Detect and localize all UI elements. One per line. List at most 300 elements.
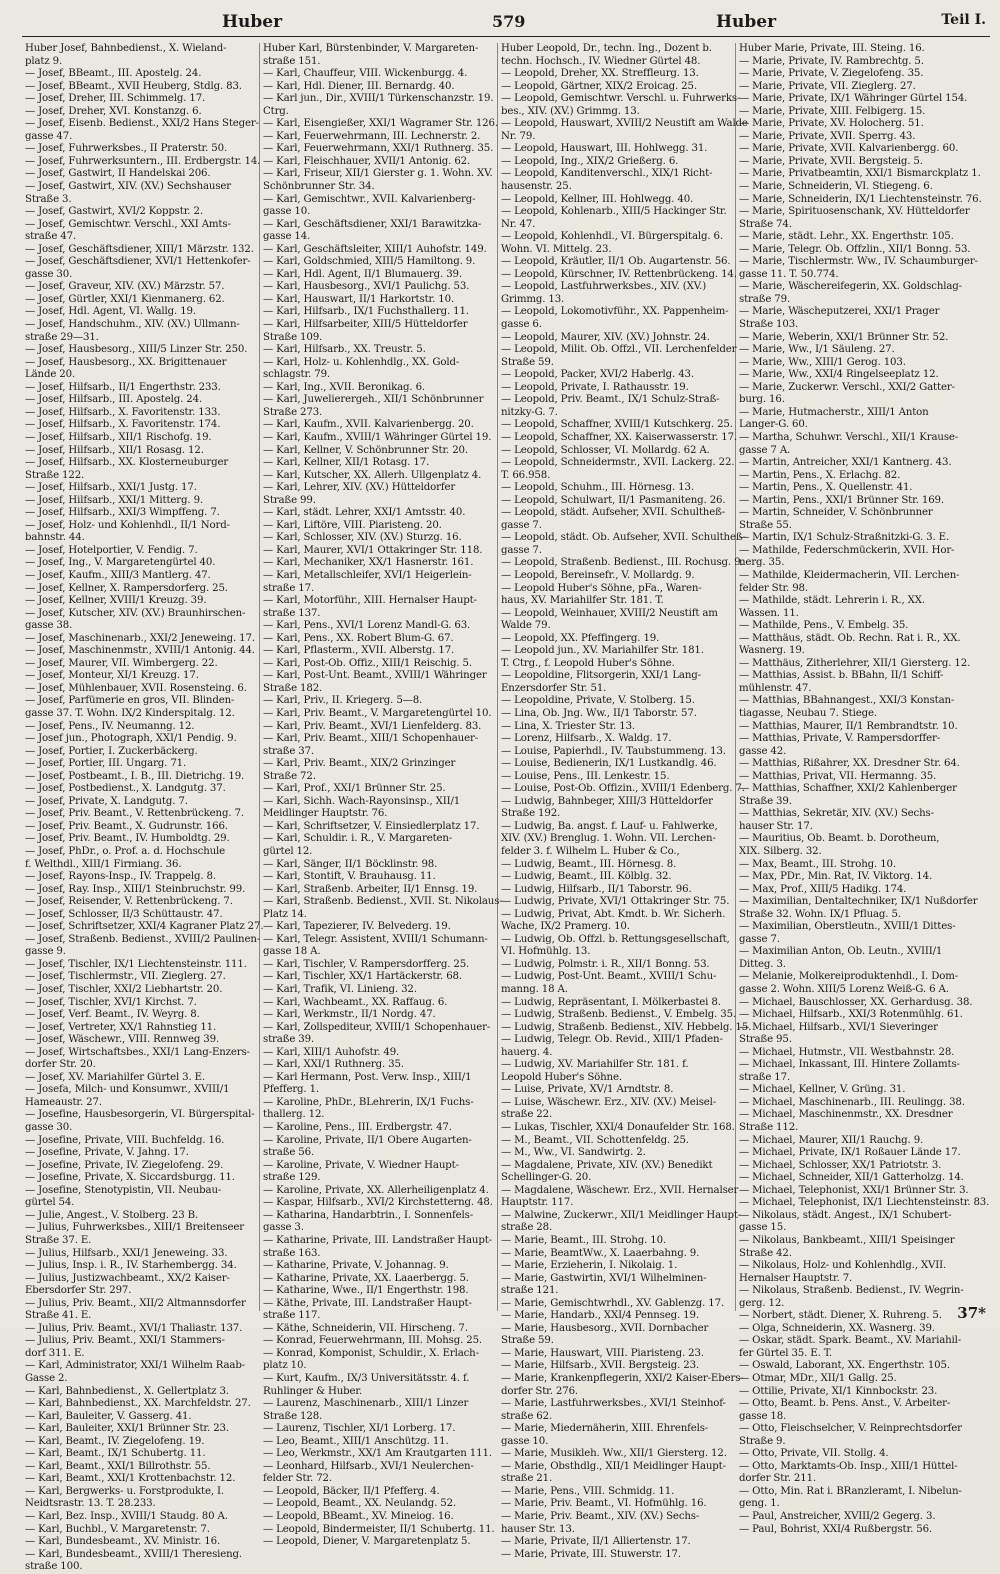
directory-entry-line: — Karl, Hilfsarb., IX/1 Fuchsthallerg. 11. bbox=[263, 306, 469, 318]
directory-entry-line: — Ludwig, Bahnbeger, XIII/3 Hütteldorfer bbox=[501, 795, 713, 807]
part-label: Teil I. bbox=[941, 12, 986, 28]
directory-entry-line: — Marie, Hilfsarb., XVII. Bergsteig. 23. bbox=[501, 1360, 699, 1372]
directory-entry-line: — Katharine, Private, V. Johannag. 9. bbox=[263, 1260, 449, 1272]
directory-entry-line: — Marie, Tischlermstr. Ww., IV. Schaumburger- bbox=[739, 256, 978, 268]
directory-entry-line: Straße 99. bbox=[263, 494, 316, 506]
directory-entry-line: — Karl, Geschäftsleiter, XIII/1 Auhofstr. 149. bbox=[263, 243, 487, 255]
directory-entry-line: — Paul, Bohrist, XXI/4 Rußbergstr. 56. bbox=[739, 1523, 933, 1535]
directory-entry-line: Straße 109. bbox=[263, 331, 323, 343]
directory-entry-line: Ctrg. bbox=[263, 105, 289, 117]
directory-entry-line: — Otto, Min. Rat i. BRanzleramt, I. Nibelun- bbox=[739, 1485, 962, 1497]
directory-entry-line: — Josef, Hdl. Agent, VI. Wallg. 19. bbox=[25, 306, 196, 318]
directory-entry-line: — Michael, Maschinenmstr., XX. Dresdner bbox=[739, 1109, 953, 1121]
directory-entry-line: hausenstr. 25. bbox=[501, 181, 572, 193]
directory-entry-line: — Max, Beamt., III. Strohg. 10. bbox=[739, 858, 896, 870]
directory-entry-line: — Louise, Pens., III. Lenkestr. 15. bbox=[501, 770, 670, 782]
directory-entry-line: Lände 20. bbox=[25, 369, 76, 381]
directory-entry-line: — Josef, Wäschewr., VIII. Rennweg 39. bbox=[25, 1034, 220, 1046]
directory-entry-line: gasse 10. bbox=[501, 1435, 549, 1447]
directory-entry-line: — Marie, Private, XV. Holocherg. 51. bbox=[739, 118, 924, 130]
directory-entry-line: — Josef, Schlosser, II/3 Schüttaustr. 47. bbox=[25, 908, 223, 920]
directory-entry-line: — Josef, Hausbesorg., XX. Brigittenauer bbox=[25, 356, 227, 368]
directory-entry-line: — Julius, Insp. i. R., IV. Starhembergg. 34. bbox=[25, 1260, 237, 1272]
directory-entry-line: — Karl, Bergwerks- u. Forstprodukte, I. bbox=[25, 1485, 224, 1497]
directory-entry-line: — Karl, Priv., II. Kriegerg. 5—8. bbox=[263, 695, 423, 707]
directory-entry-line: manng. 18 A. bbox=[501, 984, 568, 996]
directory-entry-line: Schönbrunner Str. 34. bbox=[263, 181, 375, 193]
directory-entry-line: — Karl, Liftöre, VIII. Piaristeng. 20. bbox=[263, 519, 442, 531]
directory-entry-line: — Martin, IX/1 Schulz-Straßnitzki-G. 3. E. bbox=[739, 532, 950, 544]
directory-entry-line: — Maximilian, Oberstleutn., XVIII/1 Dittes- bbox=[739, 921, 956, 933]
directory-entry-line: — Josef, Monteur, XI/1 Kreuzg. 17. bbox=[25, 670, 199, 682]
directory-entry-line: Nr. 79. bbox=[501, 130, 536, 142]
directory-entry-line: — Josef, Hilfsarb., XXI/1 Mitterg. 9. bbox=[25, 494, 203, 506]
directory-entry-line: — Josef, Hilfsarb., XII/1 Rischofg. 19. bbox=[25, 431, 212, 443]
directory-entry-line: — Karl, Feuerwehrmann, III. Lechnerstr. 2. bbox=[263, 130, 481, 142]
directory-entry-line: — Michael, Private, IX/1 Roßauer Lände 17. bbox=[739, 1147, 961, 1159]
directory-entry-line: — Leopold, Kellner, III. Hohlwegg. 40. bbox=[501, 193, 694, 205]
directory-entry-line: — Josef, Priv. Beamt., IV. Humboldtg. 29. bbox=[25, 833, 230, 845]
directory-entry-line: Straße 95. bbox=[739, 1034, 792, 1046]
directory-entry-line: — Ludwig, Hilfsarb., II/1 Taborstr. 96. bbox=[501, 883, 692, 895]
directory-entry-line: — Josefine, Stenotypistin, VII. Neubau- bbox=[25, 1184, 222, 1196]
directory-entry-line: gasse 47. bbox=[25, 130, 73, 142]
header-mid-title: Huber bbox=[716, 12, 777, 32]
directory-entry-line: — Leopoldine, Private, V. Stolberg. 15. bbox=[501, 695, 695, 707]
directory-entry-line: — Josef, Maschinenarb., XXI/2 Jeneweing. 17. bbox=[25, 632, 255, 644]
directory-entry-line: — Marie, Ww., XXI/4 Ringelseeplatz 12. bbox=[739, 369, 939, 381]
directory-entry-line: — Karl, Administrator, XXI/1 Wilhelm Raab- bbox=[25, 1360, 246, 1372]
directory-entry-line: — Karl, Sänger, II/1 Böcklinstr. 98. bbox=[263, 858, 438, 870]
directory-entry-line: — Marie, Beamt., III. Strohg. 10. bbox=[501, 1234, 667, 1246]
directory-entry-line: — Karl, Prof., XXI/1 Brünner Str. 25. bbox=[263, 783, 446, 795]
directory-entry-line: — Karl jun., Dir., XVIII/1 Türkenschanzstr. 19. bbox=[263, 93, 494, 105]
directory-entry-line: Leopold Huber's Söhne. bbox=[501, 1071, 622, 1083]
directory-entry-line: — Karl, Wachbeamt., XX. Raffaug. 6. bbox=[263, 996, 448, 1008]
header-left-title: Huber bbox=[222, 12, 283, 32]
directory-entry-line: — Karl, Priv. Beamt., XIX/2 Grinzinger bbox=[263, 758, 456, 770]
directory-entry-line: — Marie, Privatbeamtin, XXI/1 Bismarckplatz 1. bbox=[739, 168, 981, 180]
directory-entry-line: — Mathilde, Kleidermacherin, VII. Lerchen- bbox=[739, 569, 960, 581]
directory-entry-line: felder 3. f. Wilhelm L. Huber & Co., bbox=[501, 846, 680, 857]
directory-entry-line: Platz 14. bbox=[263, 908, 307, 920]
directory-entry-line: — Karl, Priv. Beamt., XVI/1 Lienfelderg. 83. bbox=[263, 720, 482, 732]
directory-entry-line: — Marie, Private, IV. Rambrechtg. 5. bbox=[739, 55, 924, 67]
directory-entry-line: — Marie, Weberin, XXI/1 Brünner Str. 52. bbox=[739, 331, 949, 343]
directory-entry-line: — Michael, Maschinenarb., III. Reulingg. 38. bbox=[739, 1096, 965, 1108]
directory-entry-line: — Karl, Gemischtwr., XVII. Kalvarienberg- bbox=[263, 193, 476, 205]
directory-entry-line: schlagstr. 79. bbox=[263, 369, 330, 381]
directory-entry-line: — Josef, Postbedienst., X. Landgutg. 37. bbox=[25, 783, 226, 795]
directory-entry-line: — Josef, Gemischtwr. Verschl., XXI Amts- bbox=[25, 218, 231, 230]
directory-entry-line: — Martin, Antreicher, XXI/1 Kantnerg. 43. bbox=[739, 457, 952, 469]
directory-entry-line: — Karl, Juwelierergeh., XII/1 Schönbrunner bbox=[263, 394, 484, 406]
directory-entry-line: — Josef, Wirtschaftsbes., XXI/1 Lang-Enzers- bbox=[25, 1046, 250, 1058]
directory-entry-line: Huber Karl, Bürstenbinder, V. Margareten- bbox=[263, 43, 479, 54]
directory-entry-line: — Karl, Schlosser, XIV. (XV.) Sturzg. 16. bbox=[263, 532, 462, 544]
directory-entry-line: Pfefferg. 1. bbox=[263, 1084, 320, 1096]
directory-entry-line: — Leopold, Hauswart, III. Hohlwegg. 31. bbox=[501, 143, 708, 155]
directory-entry-line: — Marie, Erzieherin, I. Nikolaig. 1. bbox=[501, 1260, 678, 1272]
directory-entry-line: — Mathilde, Federschmückerin, XVII. Hor- bbox=[739, 544, 955, 556]
directory-entry-line: — Leopold, Diener, V. Margaretenplatz 5. bbox=[263, 1536, 471, 1548]
directory-entry-line: — Leo, Werkmstr., XX/1 Am Krautgarten 111. bbox=[263, 1448, 492, 1460]
directory-entry-line: — Martin, Pens., X. Erlachg. 82. bbox=[739, 469, 901, 481]
directory-entry-line: — Josef, Tischler, XXI/2 Liebhartstr. 20. bbox=[25, 984, 223, 996]
directory-entry-line: Straße 122. bbox=[25, 469, 85, 481]
directory-entry-line: Straße 37. E. bbox=[25, 1234, 92, 1246]
directory-entry-line: — Karl, Schuldir. i. R., V. Margareten- bbox=[263, 833, 453, 845]
directory-entry-line: — Josef, XV. Mariahilfer Gürtel 3. E. bbox=[25, 1071, 206, 1083]
directory-entry-line: fer Gürtel 35. E. T. bbox=[739, 1347, 832, 1359]
directory-entry-line: — Karl, Telegr. Assistent, XVIII/1 Schumann- bbox=[263, 933, 488, 945]
directory-entry-line: Hernalser Hauptstr. 7. bbox=[739, 1272, 853, 1284]
directory-entry-line: — Karl, Buchbl., V. Margaretenstr. 7. bbox=[25, 1523, 210, 1535]
directory-entry-line: — Matthäus, städt. Ob. Rechn. Rat i. R., XX. bbox=[739, 632, 961, 644]
directory-entry-line: — Karl, Straßenb. Bedienst., XVII. St. Nikolaus- bbox=[263, 896, 503, 908]
directory-entry-line: — Marie, Private, III. Stuwerstr. 17. bbox=[501, 1548, 681, 1560]
directory-entry-line: Hameaustr. 27. bbox=[25, 1096, 102, 1108]
directory-entry-line: Ruhlinger & Huber. bbox=[263, 1385, 363, 1397]
directory-entry-line: — Josef, Kellner, XVIII/1 Kreuzg. 39. bbox=[25, 595, 207, 607]
directory-entry-line: — Karl, Bahnbedienst., XX. Marchfeldstr. 27. bbox=[25, 1398, 251, 1410]
directory-entry-line: mühlenstr. 47. bbox=[739, 682, 812, 694]
directory-entry-line: — Käthe, Schneiderin, VII. Hirscheng. 7. bbox=[263, 1322, 468, 1334]
directory-entry-line: — Marie, Handarb., XXI/4 Pennseg. 19. bbox=[501, 1310, 699, 1322]
directory-entry-line: Straße 59. bbox=[501, 356, 554, 368]
directory-entry-line: — Julie, Angest., V. Stolberg. 23 B. bbox=[25, 1209, 199, 1221]
directory-entry-line: — Karl, Sichh. Wach-Rayonsinsp., XII/1 bbox=[263, 795, 461, 807]
columns-container bbox=[22, 43, 990, 1573]
directory-entry-line: — Leopold, Gemischtwr. Verschl. u. Fuhrwerks- bbox=[501, 93, 741, 105]
directory-entry-line: — Karl, Kaufm., XVII. Kalvarienbergg. 20. bbox=[263, 419, 474, 431]
directory-entry-line: haus, XV. Mariahilfer Str. 181. T. bbox=[501, 595, 664, 607]
directory-entry-line: — Marie, Wäscheputzerei, XXI/1 Prager bbox=[739, 306, 940, 318]
directory-entry-line: — Karl, Feuerwehrmann, XXI/1 Ruthnerg. 35. bbox=[263, 143, 494, 155]
directory-entry-line: Wasnerg. 19. bbox=[739, 645, 805, 657]
directory-entry-line: — Leopold, Milit. Ob. Offzl., VII. Lerchenfelder bbox=[501, 344, 737, 356]
directory-entry-line: — Karl, Trafik, VI. Linieng. 32. bbox=[263, 984, 417, 996]
directory-entry-line: — Karl, Metallschleifer, XVI/1 Heigerlein- bbox=[263, 569, 472, 581]
directory-entry-line: Walde 79. bbox=[501, 620, 551, 632]
directory-entry-line: — Karl, Beamt., IX/1 Schubertg. 11. bbox=[25, 1448, 206, 1460]
directory-entry-line: — Josef, Kellner, X. Rampersdorferg. 25. bbox=[25, 582, 228, 594]
directory-entry-line: — Leopold, Bindermeister, II/1 Schubertg. 11. bbox=[263, 1523, 495, 1535]
directory-entry-line: — Karl, Bauleiter, XXI/1 Brünner Str. 23. bbox=[25, 1423, 229, 1435]
directory-entry-line: — Josef, Hilfsarb., III. Apostelg. 24. bbox=[25, 394, 203, 406]
directory-entry-line: VI. Hofmühlg. 13. bbox=[501, 946, 591, 958]
directory-entry-line: — Ludwig, Straßenb. Bedienst., V. Embelg. 35. bbox=[501, 1009, 736, 1021]
directory-entry-line: straße 137. bbox=[263, 607, 321, 619]
directory-entry-line: gasse 10. bbox=[263, 206, 311, 218]
directory-entry-line: — Josefine, Private, IV. Ziegelofeng. 29. bbox=[25, 1159, 224, 1171]
directory-entry-line: gasse 11. T. 50.774. bbox=[739, 268, 839, 280]
directory-entry-line: Straße 3. bbox=[25, 193, 72, 205]
directory-entry-line: — Josef, Reisender, V. Rettenbrückeng. 7. bbox=[25, 896, 233, 908]
directory-entry-line: — Leopold, Kürschner, IV. Rettenbrückeng. 14. bbox=[501, 268, 737, 280]
directory-entry-line: — Leopold, Lastfuhrwerksbes., XIV. (XV.) bbox=[501, 281, 707, 293]
directory-entry-line: — Karl, Hausbesorg., XVI/1 Paulichg. 53. bbox=[263, 281, 470, 293]
directory-entry-line: — Marie, Private, XVII. Sperrg. 43. bbox=[739, 130, 916, 142]
directory-entry-line: — Karl, Ing., XVII. Beronikag. 6. bbox=[263, 381, 426, 393]
directory-entry-line: — Karoline, Private, XX. Allerheiligenplatz 4. bbox=[263, 1184, 489, 1196]
directory-entry-line: — Louise, Bedienerin, IX/1 Lustkandlg. 46. bbox=[501, 758, 717, 770]
directory-entry-line: — Josef, Ing., V. Margaretengürtel 40. bbox=[25, 557, 216, 569]
directory-entry-line: — Josef, BBeamt., XVII Heuberg, Stdlg. 83. bbox=[25, 80, 242, 92]
directory-entry-line: — Marie, Gastwirtin, XVI/1 Wilhelminen- bbox=[501, 1272, 707, 1284]
directory-entry-line: — Karl, Post-Ob. Offiz., XIII/1 Reischig. 5. bbox=[263, 657, 472, 669]
directory-entry-line: hauser Str. 13. bbox=[501, 1523, 575, 1535]
directory-entry-line: — Marie, Priv. Beamt., VI. Hofmühlg. 16. bbox=[501, 1498, 707, 1510]
directory-entry-line: Huber Marie, Private, III. Steing. 16. bbox=[739, 43, 925, 54]
directory-entry-line: — Max, Prof., XIII/5 Hadikg. 174. bbox=[739, 883, 907, 895]
directory-entry-line: — Karl, Bauleiter, V. Gasserg. 41. bbox=[25, 1410, 192, 1422]
directory-entry-line: straße 21. bbox=[501, 1473, 553, 1485]
directory-entry-line: — Paul, Anstreicher, XVIII/2 Gegerg. 3. bbox=[739, 1510, 936, 1522]
directory-entry-line: — Marie, Musikleh. Ww., XII/1 Giersterg. 12. bbox=[501, 1448, 727, 1460]
directory-entry-line: — Josefine, Private, X. Siccardsburgg. 11. bbox=[25, 1172, 235, 1184]
directory-entry-line: — Matthäus, Zitherlehrer, XII/1 Giersterg. 12. bbox=[739, 657, 971, 669]
directory-entry-line: — Karl, Straßenb. Arbeiter, II/1 Ennsg. 19. bbox=[263, 883, 478, 895]
directory-entry-line: — Ludwig, Straßenb. Bedienst., XIV. Hebbelg. 15. bbox=[501, 1021, 752, 1033]
directory-entry-line: — Josef, Eisenb. Bedienst., XXI/2 Hans Steger- bbox=[25, 118, 259, 130]
directory-entry-line: — Karl, Bahnbedienst., X. Gellertplatz 3. bbox=[25, 1385, 229, 1397]
directory-entry-line: — Leopold, Ing., XIX/2 Grießerg. 6. bbox=[501, 155, 679, 167]
directory-entry-line: gasse 15. bbox=[739, 1222, 787, 1234]
directory-entry-line: — Leopold, Packer, XVI/2 Haberlg. 43. bbox=[501, 369, 694, 381]
directory-entry-line: — Marie, Ww., I/1 Säuleng. 27. bbox=[739, 344, 895, 356]
directory-entry-line: gasse 7. bbox=[739, 933, 780, 945]
directory-entry-line: gerg. 12. bbox=[739, 1297, 785, 1309]
directory-entry-line: — Lukas, Tischler, XXI/4 Donaufelder Str. 168. bbox=[501, 1122, 735, 1134]
directory-entry-line: straße 121. bbox=[501, 1285, 559, 1297]
directory-entry-line: T. 66.958. bbox=[501, 469, 551, 481]
directory-entry-line: — Karl, Friseur, XII/1 Gierster g. 1. Wohn. XV. bbox=[263, 168, 493, 180]
directory-entry-line: dorfer Str. 211. bbox=[739, 1473, 817, 1485]
directory-entry-line: — Katharine, Private, III. Landstraßer Haupt- bbox=[263, 1234, 492, 1246]
directory-entry-line: — Leopold, Bäcker, II/1 Pfefferg. 4. bbox=[263, 1485, 440, 1497]
directory-entry-line: — Leopold, Kohlenarb., XIII/5 Hackinger Str. bbox=[501, 206, 727, 218]
directory-entry-line: — Marie, Hauswart, VIII. Piaristeng. 23. bbox=[501, 1347, 704, 1359]
directory-entry-line: — Nikolaus, Bankbeamt., XIII/1 Speisinger bbox=[739, 1234, 955, 1246]
directory-entry-line: — Karl, Motorführ., XIII. Hernalser Haupt- bbox=[263, 595, 477, 607]
directory-entry-line: gasse 7. bbox=[501, 519, 542, 531]
directory-entry-line: — Katharine, Private, XX. Laaerbergg. 5. bbox=[263, 1272, 469, 1284]
directory-entry-line: nerg. 35. bbox=[739, 557, 785, 569]
directory-entry-line: — Mathilde, städt. Lehrerin i. R., XX. bbox=[739, 595, 925, 607]
directory-entry-line: — Leopold, Weinhauer, XVIII/2 Neustift am bbox=[501, 607, 718, 619]
directory-entry-line: straße 17. bbox=[739, 1071, 791, 1083]
directory-entry-line: — Josefine, Private, V. Jahng. 17. bbox=[25, 1147, 189, 1159]
directory-entry-line: — Kaspar, Hilfsarb., XVI/2 Kirchstetterng. 48. bbox=[263, 1197, 493, 1209]
directory-entry-line: — Lorenz, Hilfsarb., X. Waldg. 17. bbox=[501, 733, 672, 745]
directory-entry-line: straße 79. bbox=[739, 293, 791, 305]
directory-entry-line: — Leopoldine, Flitsorgerin, XXI/1 Lang- bbox=[501, 670, 701, 682]
directory-entry-line: — Karl, Stontift, V. Brauhausg. 11. bbox=[263, 871, 436, 883]
directory-entry-line: straße 100. bbox=[25, 1561, 83, 1573]
directory-entry-line: gasse 14. bbox=[263, 231, 311, 243]
column-2 bbox=[260, 43, 503, 1548]
page-number: 579 bbox=[492, 12, 526, 31]
directory-entry-line: — Leopold, Bereinsefr., V. Mollardg. 9. bbox=[501, 569, 695, 581]
directory-entry-line: — Karl, Zollspediteur, XVIII/1 Schopenhauer- bbox=[263, 1021, 491, 1033]
directory-entry-line: — Oskar, städt. Spark. Beamt., XV. Mariahil- bbox=[739, 1335, 962, 1347]
directory-entry-line: — Josef, Kutscher, XIV. (XV.) Braunhirschen- bbox=[25, 607, 246, 619]
directory-entry-line: — Josef, Verf. Beamt., IV. Weyrg. 8. bbox=[25, 1009, 200, 1021]
directory-entry-line: — Martha, Schuhwr. Verschl., XII/1 Krause- bbox=[739, 431, 959, 443]
directory-entry-line: tiagasse, Neubau 7. Stiege. bbox=[739, 707, 877, 719]
directory-entry-line: — Josef, Hilfsarb., X. Favoritenstr. 133. bbox=[25, 406, 221, 418]
directory-entry-line: — Matthias, Maurer, II/1 Rembrandtstr. 10. bbox=[739, 720, 958, 732]
directory-entry-line: — Ludwig, Telegr. Ob. Revid., XIII/1 Pfaden- bbox=[501, 1034, 723, 1046]
directory-entry-line: — Martin, Schneider, V. Schönbrunner bbox=[739, 507, 933, 519]
directory-entry-line: — Marie, Ww., XIII/1 Gerog. 103. bbox=[739, 356, 906, 368]
directory-entry-line: — Josefine, Hausbesorgerin, VI. Bürgerspital- bbox=[25, 1109, 255, 1121]
directory-entry-line: straße 22. bbox=[501, 1109, 553, 1121]
directory-entry-line: — Marie, städt. Lehr., XX. Engerthstr. 105. bbox=[739, 231, 954, 243]
directory-entry-line: — Leopold, XX. Pfeffingerg. 19. bbox=[501, 632, 660, 644]
directory-entry-line: — Karl, Beamt., IV. Ziegelofeng. 19. bbox=[25, 1435, 205, 1447]
directory-entry-line: — Michael, Telephonist, IX/1 Liechtensteinstr. 83. bbox=[739, 1197, 990, 1209]
directory-entry-line: — Lina, Ob. Jng. Ww., II/1 Taborstr. 57. bbox=[501, 707, 697, 719]
directory-entry-line: — Josef, Hotelportier, V. Fendig. 7. bbox=[25, 544, 198, 556]
directory-entry-line: — Marie, Schneiderin, IX/1 Liechtensteinstr. 76. bbox=[739, 193, 982, 205]
directory-entry-line: — Josef, Private, X. Landgutg. 7. bbox=[25, 795, 188, 807]
directory-entry-line: — Josef, Portier, I. Zuckerbäckerg. bbox=[25, 745, 198, 757]
directory-entry-line: — Josef, Maschinenmstr., XVIII/1 Antonig. 44. bbox=[25, 645, 255, 657]
directory-entry-line: — Josefine, Private, VIII. Buchfeldg. 16. bbox=[25, 1134, 225, 1146]
directory-entry-line: — Leopold, städt. Ob. Aufseher, XVII. Schultheß- bbox=[501, 532, 746, 544]
directory-entry-line: — Karl Hermann, Post. Verw. Insp., XIII/1 bbox=[263, 1071, 472, 1083]
directory-entry-line: Straße 55. bbox=[739, 519, 792, 531]
directory-entry-line: — Karl, Lehrer, XIV. (XV.) Hütteldorfer bbox=[263, 482, 456, 494]
directory-entry-line: — Michael, Inkassant, III. Hintere Zollamts- bbox=[739, 1059, 960, 1071]
directory-entry-line: — Josef, Parfümerie en gros, VII. Blinden- bbox=[25, 695, 235, 707]
directory-entry-line: — Katharine, Wwe., II/1 Engerthstr. 198. bbox=[263, 1285, 469, 1297]
directory-entry-line: — Maximilian Anton, Ob. Leutn., XVIII/1 bbox=[739, 946, 943, 958]
directory-entry-line: — Ludwig, Private, XVI/1 Ottakringer Str. 75. bbox=[501, 896, 730, 908]
directory-entry-line: — Josef, Maurer, VII. Wimbergerg. 22. bbox=[25, 657, 218, 669]
directory-entry-line: — Karl, städt. Lehrer, XXI/1 Amtsstr. 40. bbox=[263, 507, 466, 519]
directory-entry-line: — Josef, Graveur, XIV. (XV.) Märzstr. 57. bbox=[25, 281, 225, 293]
directory-entry-line: — Josef, Priv. Beamt., X. Gudrunstr. 166. bbox=[25, 820, 228, 832]
directory-entry-line: gürtel 54. bbox=[25, 1197, 75, 1209]
directory-entry-line: Straße 42. bbox=[739, 1247, 792, 1259]
directory-entry-line: — Josef, Ray. Insp., XIII/1 Steinbruchstr. 99. bbox=[25, 883, 246, 895]
directory-entry-line: — Karl, Eisengießer, XXI/1 Wagramer Str. 126. bbox=[263, 118, 498, 130]
directory-entry-line: — Karl, Geschäftsdiener, XXI/1 Barawitzka- bbox=[263, 218, 482, 230]
directory-entry-line: — Leopold, städt. Aufseher, XVII. Schultheß- bbox=[501, 507, 726, 519]
directory-entry-line: — Konrad, Komponist, Schuldir., X. Erlach- bbox=[263, 1347, 479, 1359]
directory-entry-line: Straße 9. bbox=[739, 1435, 786, 1447]
directory-entry-line: Straße 103. bbox=[739, 319, 799, 331]
directory-entry-line: — Josef, Mühlenbauer, XVII. Rosensteing. 6. bbox=[25, 682, 247, 694]
directory-entry-line: — Marie, Private, V. Ziegelofeng. 35. bbox=[739, 68, 924, 80]
directory-entry-line: — Josef, Handschuhm., XIV. (XV.) Ullmann- bbox=[25, 319, 240, 331]
directory-entry-line: — Leopold, Priv. Beamt., IX/1 Schulz-Straß- bbox=[501, 394, 720, 406]
directory-entry-line: — Josef jun., Photograph, XXI/1 Pendig. 9. bbox=[25, 733, 237, 745]
directory-entry-line: f. Welthdl., XIII/1 Firmiang. 36. bbox=[25, 858, 182, 870]
directory-entry-line: — Melanie, Molkereiproduktenhdl., I. Dom- bbox=[739, 971, 958, 983]
directory-entry-line: — Josef, BBeamt., III. Apostelg. 24. bbox=[25, 68, 202, 80]
directory-entry-line: — Matthias, Rißahrer, XX. Dresdner Str. 64. bbox=[739, 758, 960, 770]
directory-entry-line: straße 37. bbox=[263, 745, 315, 757]
directory-entry-line: felder Str. 72. bbox=[263, 1473, 332, 1485]
directory-entry-line: — Oswald, Laborant, XX. Engerthstr. 105. bbox=[739, 1360, 950, 1372]
directory-entry-line: — Matthias, Assist. b. BBahn, II/1 Schiff- bbox=[739, 670, 944, 682]
directory-entry-line: — Max, PDr., Min. Rat, IV. Viktorg. 14. bbox=[739, 871, 933, 883]
directory-entry-line: — Josef, Hilfsarb., XXI/3 Wimpffeng. 7. bbox=[25, 507, 220, 519]
directory-entry-line: gasse 2. Wohn. XIII/5 Lorenz Weiß-G. 6 A. bbox=[739, 984, 949, 996]
directory-entry-line: T. Ctrg., f. Leopold Huber's Söhne. bbox=[501, 657, 675, 669]
directory-entry-line: gürtel 12. bbox=[263, 846, 313, 857]
directory-entry-line: — Marie, Krankenpflegerin, XXI/2 Kaiser-Ebers- bbox=[501, 1372, 744, 1384]
directory-entry-line: — Karl, XXI/1 Ruthnerg. 35. bbox=[263, 1059, 404, 1071]
directory-entry-line: straße 17. bbox=[263, 582, 315, 594]
directory-entry-line: — Karl, Schriftsetzer, V. Einsiedlerplatz 17. bbox=[263, 820, 480, 832]
directory-entry-line: — Ludwig, Ba. angst. f. Lauf- u. Fahlwerke, bbox=[501, 820, 718, 832]
directory-entry-line: — Marie, Spirituosenschank, XV. Hütteldorfer bbox=[739, 206, 970, 218]
directory-entry-line: — Marie, BeamtWw., X. Laaerbahng. 9. bbox=[501, 1247, 700, 1259]
directory-entry-line: — Michael, Kellner, V. Grüng. 31. bbox=[739, 1084, 906, 1096]
directory-entry-line: — Marie, Private, II/1 Alliertenstr. 17. bbox=[501, 1536, 691, 1548]
directory-entry-line: gasse 42. bbox=[739, 745, 787, 757]
directory-entry-line: straße 62. bbox=[501, 1410, 553, 1422]
directory-entry-line: — Julius, Priv. Beamt., XVI/1 Thaliastr. 137. bbox=[25, 1322, 243, 1334]
directory-entry-line: — Leopold, Lokomotivführ., XX. Pappenheim- bbox=[501, 306, 729, 318]
directory-entry-line: — Leopold Huber's Söhne, pFa., Waren- bbox=[501, 582, 702, 594]
directory-entry-line: — Louise, Post-Ob. Offizin., XVIII/1 Edenberg. 7. bbox=[501, 783, 745, 795]
directory-entry-line: — Marie, Obsthdlg., XII/1 Meidlinger Haupt- bbox=[501, 1460, 726, 1472]
directory-entry-line: — Ludwig, Beamt., III. Hörnesg. 8. bbox=[501, 858, 677, 870]
directory-entry-line: — Mauritius, Ob. Beamt. b. Dorotheum, bbox=[739, 833, 940, 845]
directory-entry-line: — Karl, Bundesbeamt., XVIII/1 Theresieng. bbox=[25, 1548, 243, 1560]
directory-entry-line: Nr. 47. bbox=[501, 218, 536, 230]
directory-entry-line: — Ludwig, Privat, Abt. Kmdt. b. Wr. Sicherh. bbox=[501, 908, 726, 920]
directory-entry-line: straße 56. bbox=[263, 1147, 315, 1159]
directory-entry-line: — Nikolaus, städt. Angest., IX/1 Schubert- bbox=[739, 1209, 952, 1221]
directory-entry-line: burg. 16. bbox=[739, 394, 785, 406]
directory-entry-line: Straße 182. bbox=[263, 682, 323, 694]
directory-entry-line: Straße 112. bbox=[739, 1122, 799, 1134]
sheet-signature: 37* bbox=[957, 1304, 986, 1322]
directory-entry-line: Schellinger-G. 20. bbox=[501, 1172, 592, 1184]
directory-entry-line: — Otto, Fleischselcher, V. Reinprechtsdorfer bbox=[739, 1423, 962, 1435]
directory-entry-line: — Karl, Pens., XX. Robert Blum-G. 67. bbox=[263, 632, 454, 644]
directory-entry-line: straße 151. bbox=[263, 55, 321, 67]
directory-entry-line: — Michael, Schlosser, XX/1 Patriotstr. 3. bbox=[739, 1159, 942, 1171]
directory-entry-line: Straße 32. Wohn. IX/1 Pfluag. 5. bbox=[739, 908, 901, 920]
directory-entry-line: — Karl, Pflasterm., XVII. Alberstg. 17. bbox=[263, 645, 455, 657]
directory-entry-line: — Leopold, Hauswart, XVIII/2 Neustift am Walde bbox=[501, 118, 748, 130]
directory-entry-line: — Josef, Gürtler, XXI/1 Kienmanerg. 62. bbox=[25, 293, 225, 305]
directory-entry-line: — Josef, Hilfsarb., II/1 Engerthstr. 233. bbox=[25, 381, 221, 393]
directory-entry-line: — Josef, Postbeamt., I. B., III. Dietrichg. 19. bbox=[25, 770, 245, 782]
directory-entry-line: — Laurenz, Tischler, XI/1 Lorberg. 17. bbox=[263, 1423, 456, 1435]
directory-entry-line: Langer-G. 60. bbox=[739, 419, 808, 431]
directory-entry-line: straße 117. bbox=[263, 1310, 321, 1322]
directory-entry-line: — Josef, Geschäftsdiener, XIII/1 Märzstr. 132. bbox=[25, 243, 254, 255]
page-header bbox=[22, 6, 990, 37]
directory-entry-line: — Karl, Beamt., XXI/1 Billrothstr. 55. bbox=[25, 1460, 211, 1472]
directory-entry-line: Hauptstr. 117. bbox=[501, 1197, 574, 1209]
directory-entry-line: — Katharina, Handarbtrin., I. Sonnenfels- bbox=[263, 1209, 473, 1221]
directory-entry-line: — Karl, Kellner, V. Schönbrunner Str. 20. bbox=[263, 444, 468, 456]
directory-entry-line: Ditteg. 3. bbox=[739, 958, 786, 970]
directory-entry-line: — Karl, Chauffeur, VIII. Wickenburgg. 4. bbox=[263, 68, 468, 80]
directory-entry-line: — Otto, Beamt. b. Pens. Anst., V. Arbeiter- bbox=[739, 1398, 951, 1410]
directory-entry-line: — Magdalene, Private, XIV. (XV.) Benedikt bbox=[501, 1159, 713, 1171]
